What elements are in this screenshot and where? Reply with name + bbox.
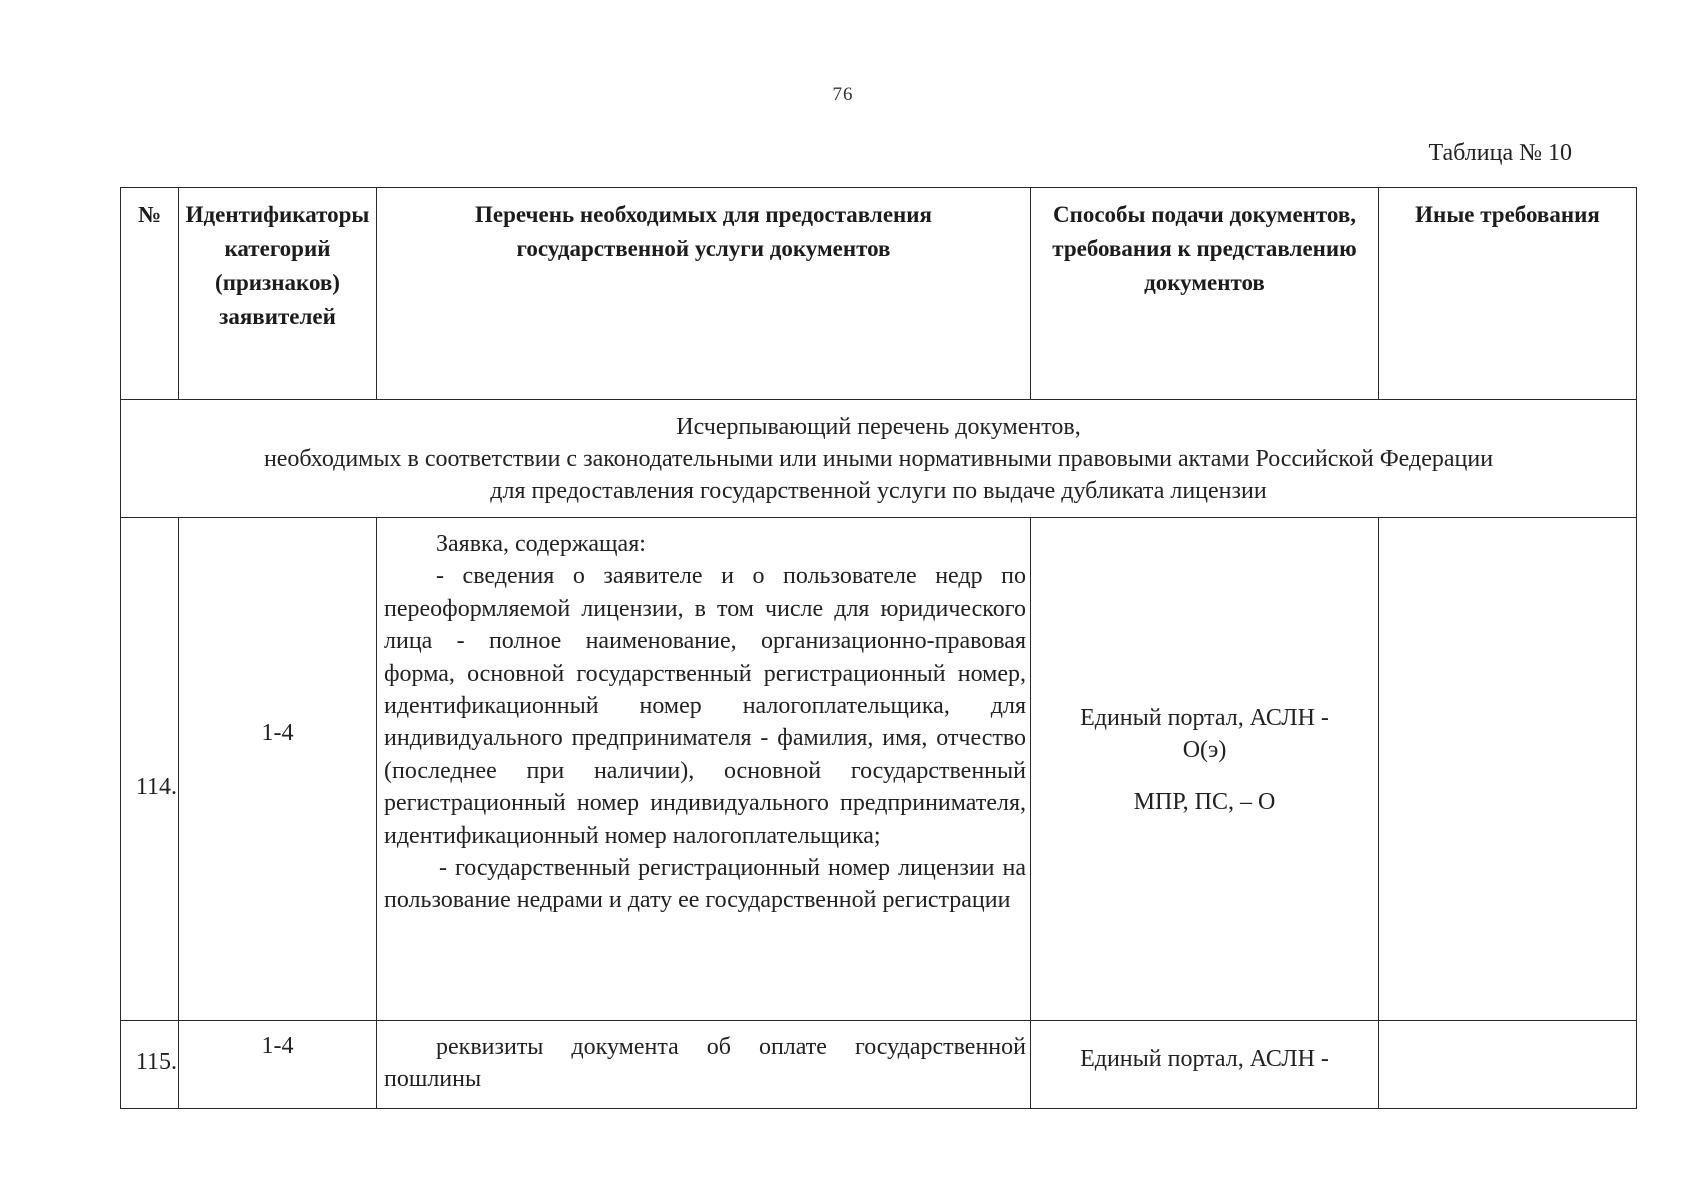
row-other [1379,518,1637,1021]
section-heading [121,400,1637,518]
doc-intro: Заявка, содержащая: [436,531,646,557]
table-row [121,518,1637,1021]
row-documents [377,518,1031,1021]
documents-table [120,187,1637,1109]
header-methods: Способы подачи документов, требования к представлению документов [1031,188,1379,400]
header-number: № [121,188,179,400]
row-other [1379,1021,1637,1109]
row-methods [1031,1021,1379,1109]
section-line-3: для предоставления государственной услуги по выдаче дубликата лицензии [490,477,1267,504]
table-header-row [121,188,1637,400]
method-gap [1031,766,1378,786]
page-number: 76 [832,84,854,105]
doc-text: реквизиты документа об оплате государственной пошлины [384,1034,1026,1093]
row-documents [377,1021,1031,1109]
row-identifiers: 1-4 [179,518,377,1021]
method-line-3: МПР, ПС, – О [1133,789,1276,815]
row-number: 114. [121,518,179,1021]
method-line-1: Единый портал, АСЛН - [1080,1046,1329,1072]
method-line-2: О(э) [1182,737,1227,763]
row-methods [1031,518,1379,1021]
doc-item-2: - государственный регистрационный номер лицензии на пользование недрами и дату ее государственной регистрации [384,855,1026,914]
header-documents: Перечень необходимых для предоставления государственной услуги документов [377,188,1031,400]
row-identifiers: 1-4 [179,1021,377,1109]
method-line-1: Единый портал, АСЛН - [1080,705,1329,731]
header-other: Иные требования [1379,188,1637,400]
section-row [121,400,1637,518]
doc-item-1: - сведения о заявителе и о пользователе недр по переоформляемой лицензии, в том числе для юридического лица - полное наименование, организационно-правовая форма, основной государственный регистрационный номер, идентификационный номер налогоплательщика, для индивидуального предпринимателя - фамилия, имя, отчество (последнее при наличии), основной государственный регистрационный номер индивидуального предпринимателя, идентификационный номер налогоплательщика; [384,563,1026,849]
row-number: 115. [121,1021,179,1109]
table-row [121,1021,1637,1109]
section-line-2: необходимых в соответствии с законодательными или иными нормативными правовыми актами Российской Федерации [263,445,1494,472]
section-line-1: Исчерпывающий перечень документов, [676,413,1081,440]
header-identifiers: Идентификаторы категорий (признаков) заявителей [179,188,377,400]
table-caption: Таблица № 10 [1428,140,1572,166]
